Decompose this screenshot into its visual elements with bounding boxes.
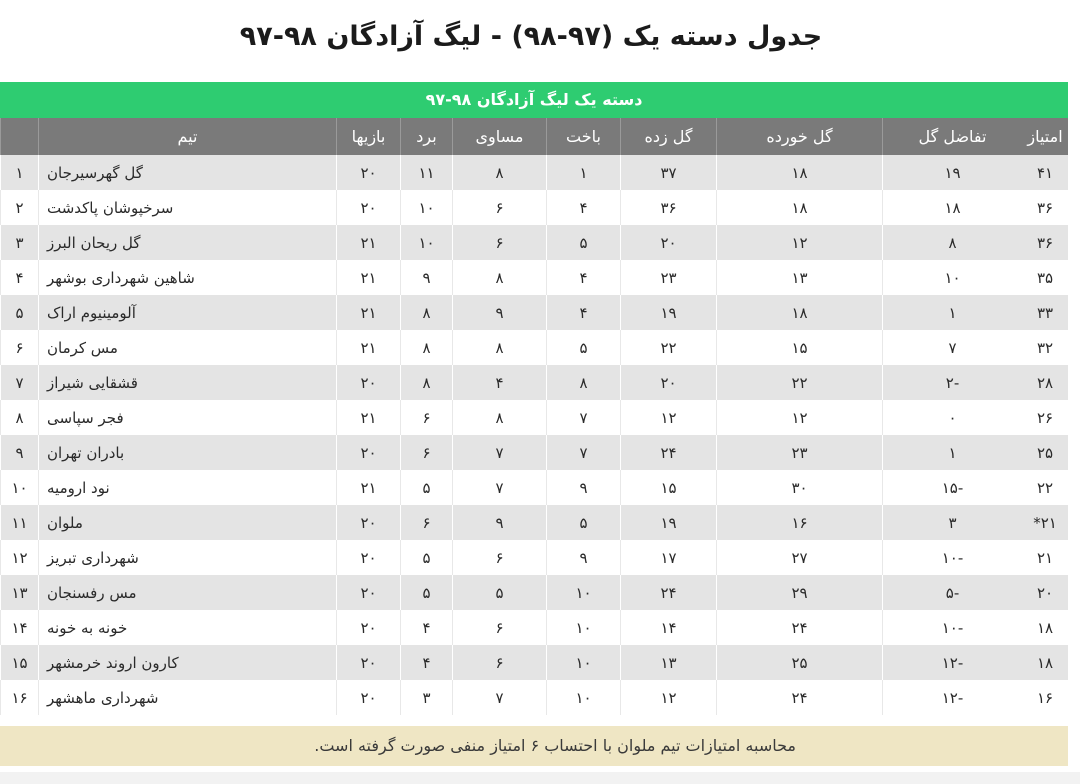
cell-played: ۲۰ bbox=[336, 505, 400, 540]
cell-goals-against: ۲۹ bbox=[716, 575, 882, 610]
cell-points: ۲۱* bbox=[1033, 513, 1057, 532]
cell-goals-for: ۱۹ bbox=[620, 505, 716, 540]
cell-points: ۲۰ bbox=[1036, 583, 1054, 602]
cell-draw: ۶ bbox=[452, 225, 546, 260]
cell-team: گل ریحان البرز bbox=[38, 225, 336, 260]
cell-rank: ۴ bbox=[0, 260, 38, 295]
cell-rank: ۵ bbox=[0, 295, 38, 330]
cell-goal-difference: ۱۹ bbox=[882, 155, 1022, 190]
cell-goals-for: ۱۷ bbox=[620, 540, 716, 575]
cell-team: بادران تهران bbox=[38, 435, 336, 470]
cell-lost: ۱۰ bbox=[546, 680, 620, 715]
cell-draw: ۸ bbox=[452, 330, 546, 365]
cell-points: ۱۸ bbox=[1036, 653, 1054, 672]
cell-won: ۱۱ bbox=[400, 155, 452, 190]
cell-goals-against: ۲۵ bbox=[716, 645, 882, 680]
cell-goals-for: ۱۳ bbox=[620, 645, 716, 680]
cell-goals-against: ۲۷ bbox=[716, 540, 882, 575]
cell-goal-difference: -۲ bbox=[882, 365, 1022, 400]
cell-lost: ۴ bbox=[546, 260, 620, 295]
cell-goals-against: ۲۴ bbox=[716, 680, 882, 715]
cell-goal-difference: ۱ bbox=[882, 295, 1022, 330]
header-goal-difference: تفاضل گل bbox=[882, 118, 1022, 155]
cell-rank: ۳ bbox=[0, 225, 38, 260]
cell-won: ۶ bbox=[400, 505, 452, 540]
cell-team: شاهین شهرداری بوشهر bbox=[38, 260, 336, 295]
footnote: محاسبه امتیازات تیم ملوان با احتساب ۶ امتیاز منفی صورت گرفته است. bbox=[0, 726, 1068, 766]
cell-team: شهرداری ماهشهر bbox=[38, 680, 336, 715]
cell-points: ۱۸ bbox=[1036, 618, 1054, 637]
cell-points: ۲۱ bbox=[1036, 548, 1054, 567]
cell-lost: ۴ bbox=[546, 295, 620, 330]
cell-team: گل گهرسیرجان bbox=[38, 155, 336, 190]
table-row bbox=[0, 155, 1068, 190]
cell-team: مس رفسنجان bbox=[38, 575, 336, 610]
cell-points: ۳۲ bbox=[1036, 338, 1054, 357]
cell-goal-difference: -۵ bbox=[882, 575, 1022, 610]
cell-played: ۲۰ bbox=[336, 645, 400, 680]
cell-rank: ۱۳ bbox=[0, 575, 38, 610]
cell-draw: ۷ bbox=[452, 435, 546, 470]
cell-goal-difference: -۱۰ bbox=[882, 540, 1022, 575]
cell-played: ۲۱ bbox=[336, 260, 400, 295]
table-row bbox=[0, 295, 1068, 330]
cell-team: خونه به خونه bbox=[38, 610, 336, 645]
cell-points: ۳۶ bbox=[1036, 233, 1054, 252]
cell-points: ۴۱ bbox=[1036, 163, 1054, 182]
cell-played: ۲۱ bbox=[336, 330, 400, 365]
cell-lost: ۷ bbox=[546, 435, 620, 470]
cell-rank: ۲ bbox=[0, 190, 38, 225]
cell-goal-difference: ۸ bbox=[882, 225, 1022, 260]
cell-draw: ۹ bbox=[452, 295, 546, 330]
league-table bbox=[0, 82, 1068, 715]
cell-goals-against: ۲۴ bbox=[716, 610, 882, 645]
table-banner: دسته یک لیگ آزادگان ۹۸-۹۷ bbox=[0, 82, 1068, 118]
cell-won: ۵ bbox=[400, 540, 452, 575]
cell-rank: ۱۲ bbox=[0, 540, 38, 575]
cell-goals-for: ۲۳ bbox=[620, 260, 716, 295]
cell-won: ۸ bbox=[400, 295, 452, 330]
table-row bbox=[0, 190, 1068, 225]
cell-points: ۲۲ bbox=[1036, 478, 1054, 497]
cell-points: ۲۵ bbox=[1036, 443, 1054, 462]
cell-goals-for: ۱۹ bbox=[620, 295, 716, 330]
cell-won: ۳ bbox=[400, 680, 452, 715]
cell-team: قشقایی شیراز bbox=[38, 365, 336, 400]
table-row bbox=[0, 505, 1068, 540]
cell-team: فجر سپاسی bbox=[38, 400, 336, 435]
cell-team: شهرداری تبریز bbox=[38, 540, 336, 575]
cell-rank: ۱۵ bbox=[0, 645, 38, 680]
cell-goals-against: ۱۲ bbox=[716, 225, 882, 260]
cell-draw: ۶ bbox=[452, 645, 546, 680]
cell-lost: ۱۰ bbox=[546, 645, 620, 680]
cell-won: ۴ bbox=[400, 610, 452, 645]
cell-rank: ۷ bbox=[0, 365, 38, 400]
cell-played: ۲۰ bbox=[336, 680, 400, 715]
cell-rank: ۱۴ bbox=[0, 610, 38, 645]
cell-team: آلومینیوم اراک bbox=[38, 295, 336, 330]
table-row bbox=[0, 645, 1068, 680]
cell-played: ۲۱ bbox=[336, 295, 400, 330]
cell-points: ۱۶ bbox=[1036, 688, 1054, 707]
cell-draw: ۷ bbox=[452, 470, 546, 505]
cell-goal-difference: ۱۸ bbox=[882, 190, 1022, 225]
cell-lost: ۱۰ bbox=[546, 610, 620, 645]
table-row bbox=[0, 330, 1068, 365]
cell-goals-against: ۲۳ bbox=[716, 435, 882, 470]
cell-points: ۲۶ bbox=[1036, 408, 1054, 427]
header-points: امتیاز bbox=[1027, 127, 1063, 146]
cell-won: ۴ bbox=[400, 645, 452, 680]
cell-won: ۵ bbox=[400, 575, 452, 610]
cell-goals-for: ۳۷ bbox=[620, 155, 716, 190]
table-body bbox=[0, 155, 1068, 715]
cell-draw: ۸ bbox=[452, 400, 546, 435]
cell-won: ۶ bbox=[400, 400, 452, 435]
cell-won: ۶ bbox=[400, 435, 452, 470]
cell-goals-for: ۱۵ bbox=[620, 470, 716, 505]
cell-played: ۲۱ bbox=[336, 470, 400, 505]
cell-goal-difference: ۳ bbox=[882, 505, 1022, 540]
cell-goals-against: ۲۲ bbox=[716, 365, 882, 400]
cell-goal-difference: -۱۵ bbox=[882, 470, 1022, 505]
cell-lost: ۵ bbox=[546, 330, 620, 365]
cell-rank: ۱۰ bbox=[0, 470, 38, 505]
cell-draw: ۸ bbox=[452, 155, 546, 190]
cell-won: ۵ bbox=[400, 470, 452, 505]
cell-goals-for: ۱۲ bbox=[620, 680, 716, 715]
table-row bbox=[0, 260, 1068, 295]
cell-goal-difference: ۰ bbox=[882, 400, 1022, 435]
cell-rank: ۱ bbox=[0, 155, 38, 190]
cell-goals-against: ۱۸ bbox=[716, 190, 882, 225]
cell-team: کارون اروند خرمشهر bbox=[38, 645, 336, 680]
cell-played: ۲۰ bbox=[336, 610, 400, 645]
cell-lost: ۱۰ bbox=[546, 575, 620, 610]
cell-goals-against: ۱۲ bbox=[716, 400, 882, 435]
cell-goals-for: ۱۴ bbox=[620, 610, 716, 645]
header-team: تیم bbox=[38, 118, 336, 155]
cell-points: ۳۵ bbox=[1036, 268, 1054, 287]
cell-goal-difference: ۱ bbox=[882, 435, 1022, 470]
cell-draw: ۴ bbox=[452, 365, 546, 400]
cell-goals-against: ۳۰ bbox=[716, 470, 882, 505]
cell-team: ملوان bbox=[38, 505, 336, 540]
table-row bbox=[0, 435, 1068, 470]
table-row bbox=[0, 365, 1068, 400]
cell-goals-against: ۱۶ bbox=[716, 505, 882, 540]
cell-played: ۲۰ bbox=[336, 435, 400, 470]
cell-goals-against: ۱۸ bbox=[716, 155, 882, 190]
cell-played: ۲۰ bbox=[336, 155, 400, 190]
cell-draw: ۶ bbox=[452, 540, 546, 575]
cell-lost: ۵ bbox=[546, 225, 620, 260]
cell-draw: ۶ bbox=[452, 190, 546, 225]
cell-goal-difference: -۱۲ bbox=[882, 645, 1022, 680]
table-row bbox=[0, 225, 1068, 260]
header-draw: مساوی bbox=[452, 118, 546, 155]
header-rank bbox=[0, 118, 38, 155]
cell-rank: ۸ bbox=[0, 400, 38, 435]
cell-goals-for: ۲۰ bbox=[620, 365, 716, 400]
cell-draw: ۶ bbox=[452, 610, 546, 645]
cell-goal-difference: -۱۰ bbox=[882, 610, 1022, 645]
cell-rank: ۱۱ bbox=[0, 505, 38, 540]
cell-draw: ۹ bbox=[452, 505, 546, 540]
cell-won: ۸ bbox=[400, 330, 452, 365]
table-row bbox=[0, 680, 1068, 715]
cell-goal-difference: ۱۰ bbox=[882, 260, 1022, 295]
cell-team: سرخپوشان پاکدشت bbox=[38, 190, 336, 225]
cell-goal-difference: ۷ bbox=[882, 330, 1022, 365]
cell-draw: ۵ bbox=[452, 575, 546, 610]
header-won: برد bbox=[400, 118, 452, 155]
table-row bbox=[0, 470, 1068, 505]
cell-won: ۸ bbox=[400, 365, 452, 400]
table-header-row bbox=[0, 118, 1068, 155]
table-row bbox=[0, 575, 1068, 610]
table-row bbox=[0, 540, 1068, 575]
cell-rank: ۶ bbox=[0, 330, 38, 365]
cell-played: ۲۰ bbox=[336, 365, 400, 400]
cell-played: ۲۰ bbox=[336, 575, 400, 610]
cell-won: ۹ bbox=[400, 260, 452, 295]
cell-lost: ۴ bbox=[546, 190, 620, 225]
table-row bbox=[0, 610, 1068, 645]
cell-played: ۲۰ bbox=[336, 540, 400, 575]
header-lost: باخت bbox=[546, 118, 620, 155]
cell-rank: ۹ bbox=[0, 435, 38, 470]
header-goals-against: گل خورده bbox=[716, 118, 882, 155]
header-played: بازیها bbox=[336, 118, 400, 155]
cell-lost: ۸ bbox=[546, 365, 620, 400]
cell-goals-for: ۱۲ bbox=[620, 400, 716, 435]
cell-won: ۱۰ bbox=[400, 190, 452, 225]
cell-rank: ۱۶ bbox=[0, 680, 38, 715]
bottom-divider bbox=[0, 772, 1080, 784]
cell-goals-for: ۲۲ bbox=[620, 330, 716, 365]
cell-goals-for: ۳۶ bbox=[620, 190, 716, 225]
cell-lost: ۹ bbox=[546, 540, 620, 575]
cell-played: ۲۰ bbox=[336, 190, 400, 225]
cell-lost: ۵ bbox=[546, 505, 620, 540]
cell-goal-difference: -۱۲ bbox=[882, 680, 1022, 715]
header-goals-for: گل زده bbox=[620, 118, 716, 155]
cell-lost: ۹ bbox=[546, 470, 620, 505]
cell-draw: ۷ bbox=[452, 680, 546, 715]
cell-goals-against: ۱۳ bbox=[716, 260, 882, 295]
cell-points: ۲۸ bbox=[1036, 373, 1054, 392]
cell-goals-for: ۲۰ bbox=[620, 225, 716, 260]
cell-goals-for: ۲۴ bbox=[620, 435, 716, 470]
cell-points: ۳۳ bbox=[1036, 303, 1054, 322]
cell-won: ۱۰ bbox=[400, 225, 452, 260]
cell-team: نود ارومیه bbox=[38, 470, 336, 505]
cell-points: ۳۶ bbox=[1036, 198, 1054, 217]
cell-goals-for: ۲۴ bbox=[620, 575, 716, 610]
cell-played: ۲۱ bbox=[336, 400, 400, 435]
cell-goals-against: ۱۸ bbox=[716, 295, 882, 330]
cell-lost: ۱ bbox=[546, 155, 620, 190]
cell-played: ۲۱ bbox=[336, 225, 400, 260]
cell-lost: ۷ bbox=[546, 400, 620, 435]
table-row bbox=[0, 400, 1068, 435]
cell-goals-against: ۱۵ bbox=[716, 330, 882, 365]
cell-team: مس کرمان bbox=[38, 330, 336, 365]
cell-draw: ۸ bbox=[452, 260, 546, 295]
page-title: جدول دسته یک (۹۷-۹۸) - لیگ آزادگان ۹۸-۹۷ bbox=[239, 21, 823, 52]
